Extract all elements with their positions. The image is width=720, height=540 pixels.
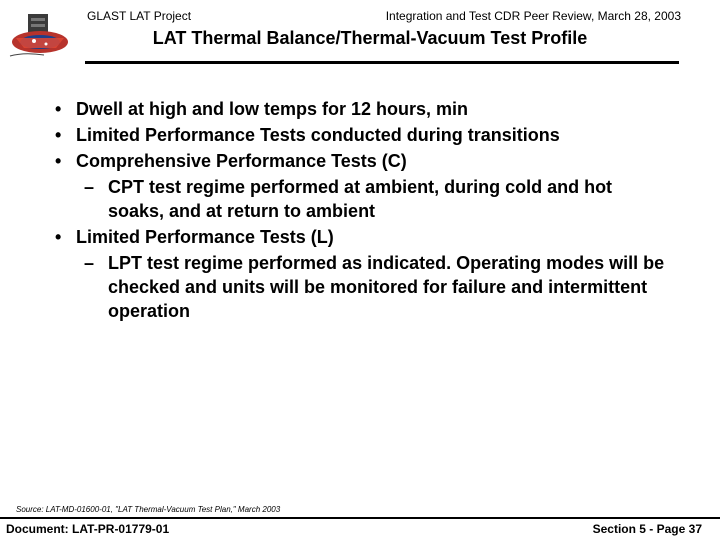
document-number: Document: LAT-PR-01779-01 bbox=[6, 522, 170, 536]
bullet-item bbox=[0, 97, 676, 121]
bullet-item bbox=[0, 225, 676, 249]
bullet-marker: • bbox=[55, 99, 62, 119]
sub-bullet-item bbox=[0, 175, 668, 223]
bullet-text: Dwell at high and low temps for 12 hours, min bbox=[76, 99, 469, 119]
sub-bullet-text: CPT test regime performed at ambient, during cold and hot soaks, and at return to ambient bbox=[108, 177, 613, 221]
bullet-text: Comprehensive Performance Tests (C) bbox=[76, 151, 407, 171]
sub-bullet-marker: – bbox=[84, 253, 95, 273]
sub-bullet-text: LPT test regime performed as indicated. Operating modes will be checked and units will be monitored for failure and intermittent operation bbox=[108, 253, 665, 321]
bullet-marker: • bbox=[55, 151, 62, 171]
sub-bullet-item bbox=[0, 251, 668, 323]
event-name: Integration and Test CDR Peer Review, March 28, 2003 bbox=[385, 9, 681, 23]
page-number: Section 5 - Page 37 bbox=[592, 522, 702, 536]
bullet-item bbox=[0, 123, 676, 147]
bullet-list bbox=[0, 97, 720, 325]
bullet-marker: • bbox=[55, 125, 62, 145]
sub-bullet-marker: – bbox=[84, 177, 95, 197]
bullet-marker: • bbox=[55, 227, 62, 247]
project-name: GLAST LAT Project bbox=[87, 9, 192, 23]
bullet-item bbox=[0, 149, 676, 173]
source-note: Source: LAT-MD-01600-01, "LAT Thermal-Vacuum Test Plan," March 2003 bbox=[16, 505, 281, 514]
title-divider bbox=[85, 61, 679, 64]
footer-divider bbox=[0, 517, 720, 519]
bullet-text: Limited Performance Tests conducted during transitions bbox=[76, 125, 560, 145]
page-title: LAT Thermal Balance/Thermal-Vacuum Test Profile bbox=[152, 28, 588, 48]
bullet-text: Limited Performance Tests (L) bbox=[76, 227, 334, 247]
